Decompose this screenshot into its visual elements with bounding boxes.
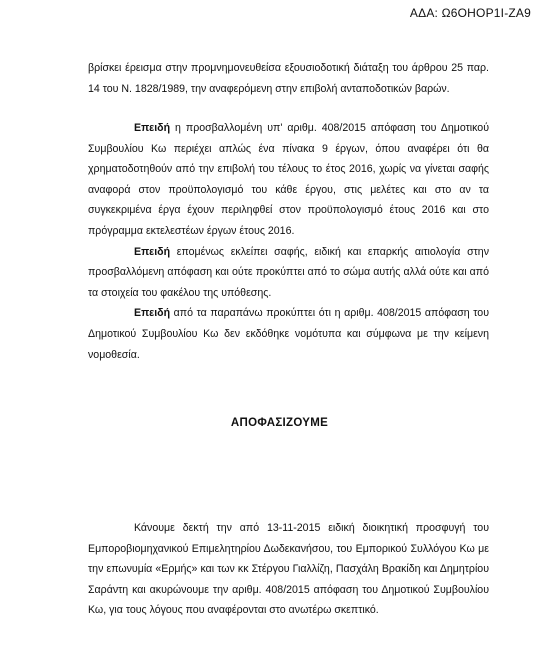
paragraph-keyword: Επειδή (134, 245, 171, 258)
decision-paragraph: Κάνουμε δεκτή την από 13-11-2015 ειδική διοικητική προσφυγή του Εμποροβιομηχανικού Επιμελητηρίου Δωδεκανήσου, του Εμπορικού Συλλόγου Κω με την επωνυμία «Ερμής» και των κκ Στέργου Γιαλλίζη, Πασχάλη Βρακίδη και Δημητρίου Σαράντη και ακυρώνουμε την αριθμ. 408/2015 απόφαση του Δημοτικού Συμβουλίου Κω, για τους λόγους που αναφέρονται στο ανωτέρω σκεπτικό. (88, 522, 489, 617)
continuation-paragraph: βρίσκει έρεισμα στην προμνημονευθείσα εξουσιοδοτική διάταξη του άρθρου 25 παρ. 14 του Ν. 1828/1989, την αναφερόμενη στην επιβολή ανταποδοτικών βαρών. (88, 62, 489, 95)
reasoning-paragraph-2 (88, 242, 489, 304)
paragraph-keyword: Επειδή (134, 307, 171, 320)
reasoning-paragraph-1 (88, 118, 489, 242)
decision-heading: ΑΠΟΦΑΣΙΖΟΥΜΕ (230, 417, 329, 429)
reasoning-paragraph-3 (88, 303, 489, 365)
paragraph-text: επομένως εκλείπει σαφής, ειδική και επαρκής αιτιολογία στην προσβαλλόμενη απόφαση και ούτε προκύπτει από το σώμα αυτής αλλά ούτε και από τα στοιχεία του φακέλου της υπόθεσης. (88, 245, 489, 299)
reasoning-block (88, 118, 489, 365)
decision-block (88, 518, 489, 621)
continuation-block (88, 58, 489, 99)
paragraph-text: από τα παραπάνω προκύπτει ότι η αριθμ. 408/2015 απόφαση του Δημοτικού Συμβουλίου Κω δεν εκδόθηκε νομότυπα και σύμφωνα με την κείμενη νομοθεσία. (88, 307, 489, 361)
paragraph-keyword: Επειδή (134, 122, 171, 134)
ada-identifier: ΑΔΑ: Ω6ΟΗΟΡ1Ι-ΖΑ9 (409, 6, 531, 20)
paragraph-text: η προσβαλλομένη υπ' αριθμ. 408/2015 απόφαση του Δημοτικού Συμβουλίου Κω περιέχει απλώς ένα πίνακα 9 έργων, όπου αναφέρει ότι θα χρηματοδοτηθούν από την επιβολή του τέλους το έτος 2016, χωρίς να γίνεται σαφής αναφορά στον προϋπολογισμό του κάθε έργου, στις μελέτες και στο αν τα συγκεκριμένα έργα έχουν περιληφθεί στον προϋπολογισμό έτους 2016 και στο πρόγραμμα εκτελεστέων έργων έτους 2016. (88, 122, 489, 237)
